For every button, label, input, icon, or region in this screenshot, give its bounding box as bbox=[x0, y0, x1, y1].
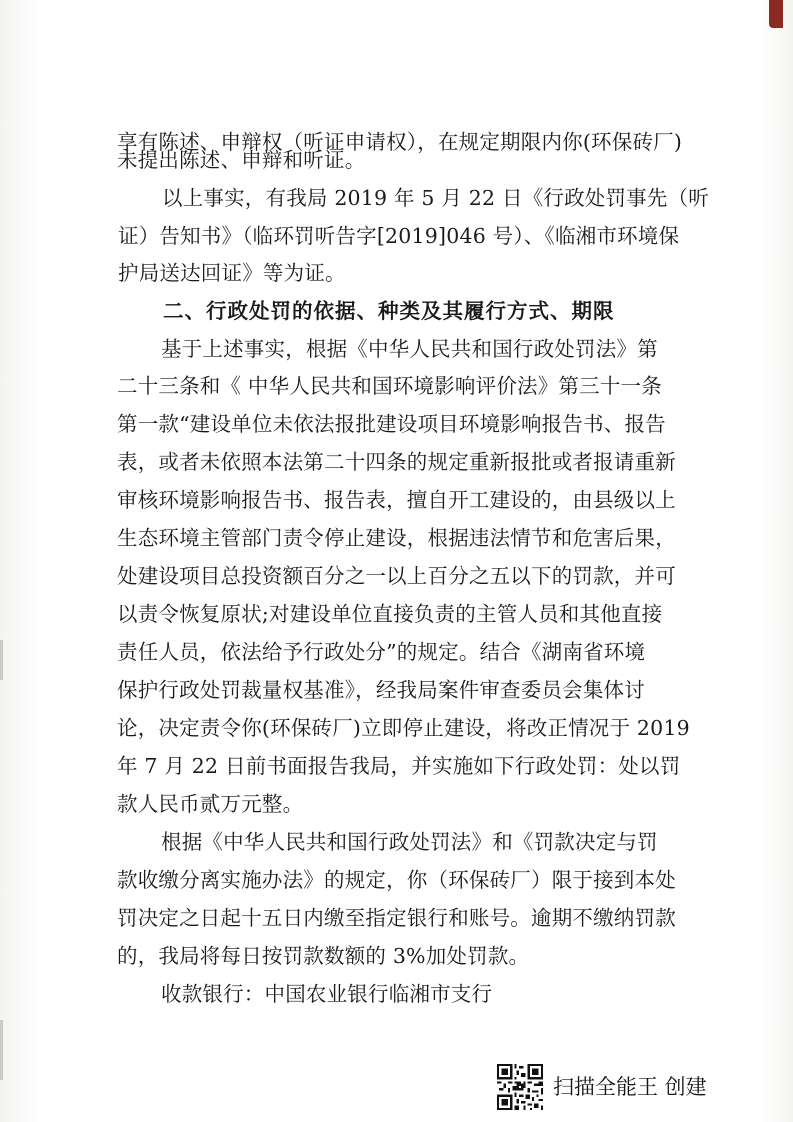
text-line: 罚决定之日起十五日内缴至指定银行和账号。逾期不缴纳罚款 bbox=[117, 906, 676, 930]
text-line: 收款银行：中国农业银行临湘市支行 bbox=[161, 982, 493, 1006]
scan-edge-mark bbox=[0, 640, 3, 680]
text-line: 护局送达回证》等为证。 bbox=[118, 261, 346, 285]
text-line: 未提出陈述、申辩和听证。 bbox=[117, 148, 366, 172]
section-heading: 二、行政处罚的依据、种类及其履行方式、期限 bbox=[163, 299, 615, 323]
text-line: 二十三条和《 中华人民共和国环境影响评价法》第三十一条 bbox=[117, 374, 662, 398]
text-line: 论，决定责令你(环保砖厂)立即停止建设，将改正情况于 2019 bbox=[117, 716, 690, 740]
text-line: 基于上述事实，根据《中华人民共和国行政处罚法》第 bbox=[161, 337, 658, 361]
text-line: 审核环境影响报告书、报告表，擅自开工建设的，由县级以上 bbox=[117, 488, 676, 512]
text-line: 责任人员，依法给予行政处分”的规定。结合《湖南省环境 bbox=[117, 640, 646, 664]
scan-edge-mark bbox=[0, 1020, 3, 1080]
text-line: 款收缴分离实施办法》的规定，你（环保砖厂）限于接到本处 bbox=[117, 868, 676, 892]
text-line: 的，我局将每日按罚款数额的 3%加处罚款。 bbox=[117, 944, 530, 968]
watermark-text: 扫描全能王 创建 bbox=[553, 1075, 707, 1099]
text-line: 表，或者未依照本法第二十四条的规定重新报批或者报请重新 bbox=[117, 450, 676, 474]
text-line: 年 7 月 22 日前书面报告我局，并实施如下行政处罚：处以罚 bbox=[117, 754, 681, 778]
text-line: 处建设项目总投资额百分之一以上百分之五以下的罚款，并可 bbox=[117, 564, 676, 588]
text-line: 证）告知书》（临环罚听告字[2019]046 号）、《临湘市环境保 bbox=[118, 224, 680, 248]
scanner-watermark bbox=[497, 1064, 757, 1114]
text-line: 第一款“建设单位未依法报批建设项目环境影响报告书、报告 bbox=[117, 412, 666, 436]
text-line: 保护行政处罚裁量权基准》，经我局案件审查委员会集体讨 bbox=[117, 678, 645, 702]
qr-code-icon bbox=[497, 1064, 543, 1110]
text-line: 生态环境主管部门责令停止建设，根据违法情节和危害后果， bbox=[117, 526, 676, 550]
text-line: 享有陈述、申辩权（听证申请权），在规定期限内你(环保砖厂) bbox=[117, 130, 683, 154]
text-line: 以责令恢复原状;对建设单位直接负责的主管人员和其他直接 bbox=[117, 602, 663, 626]
text-line: 款人民币贰万元整。 bbox=[117, 792, 304, 816]
corner-binding-mark bbox=[769, 0, 783, 28]
text-line: 以上事实，有我局 2019 年 5 月 22 日《行政处罚事先（听 bbox=[162, 186, 709, 210]
text-line: 根据《中华人民共和国行政处罚法》和《罚款决定与罚 bbox=[161, 830, 658, 854]
